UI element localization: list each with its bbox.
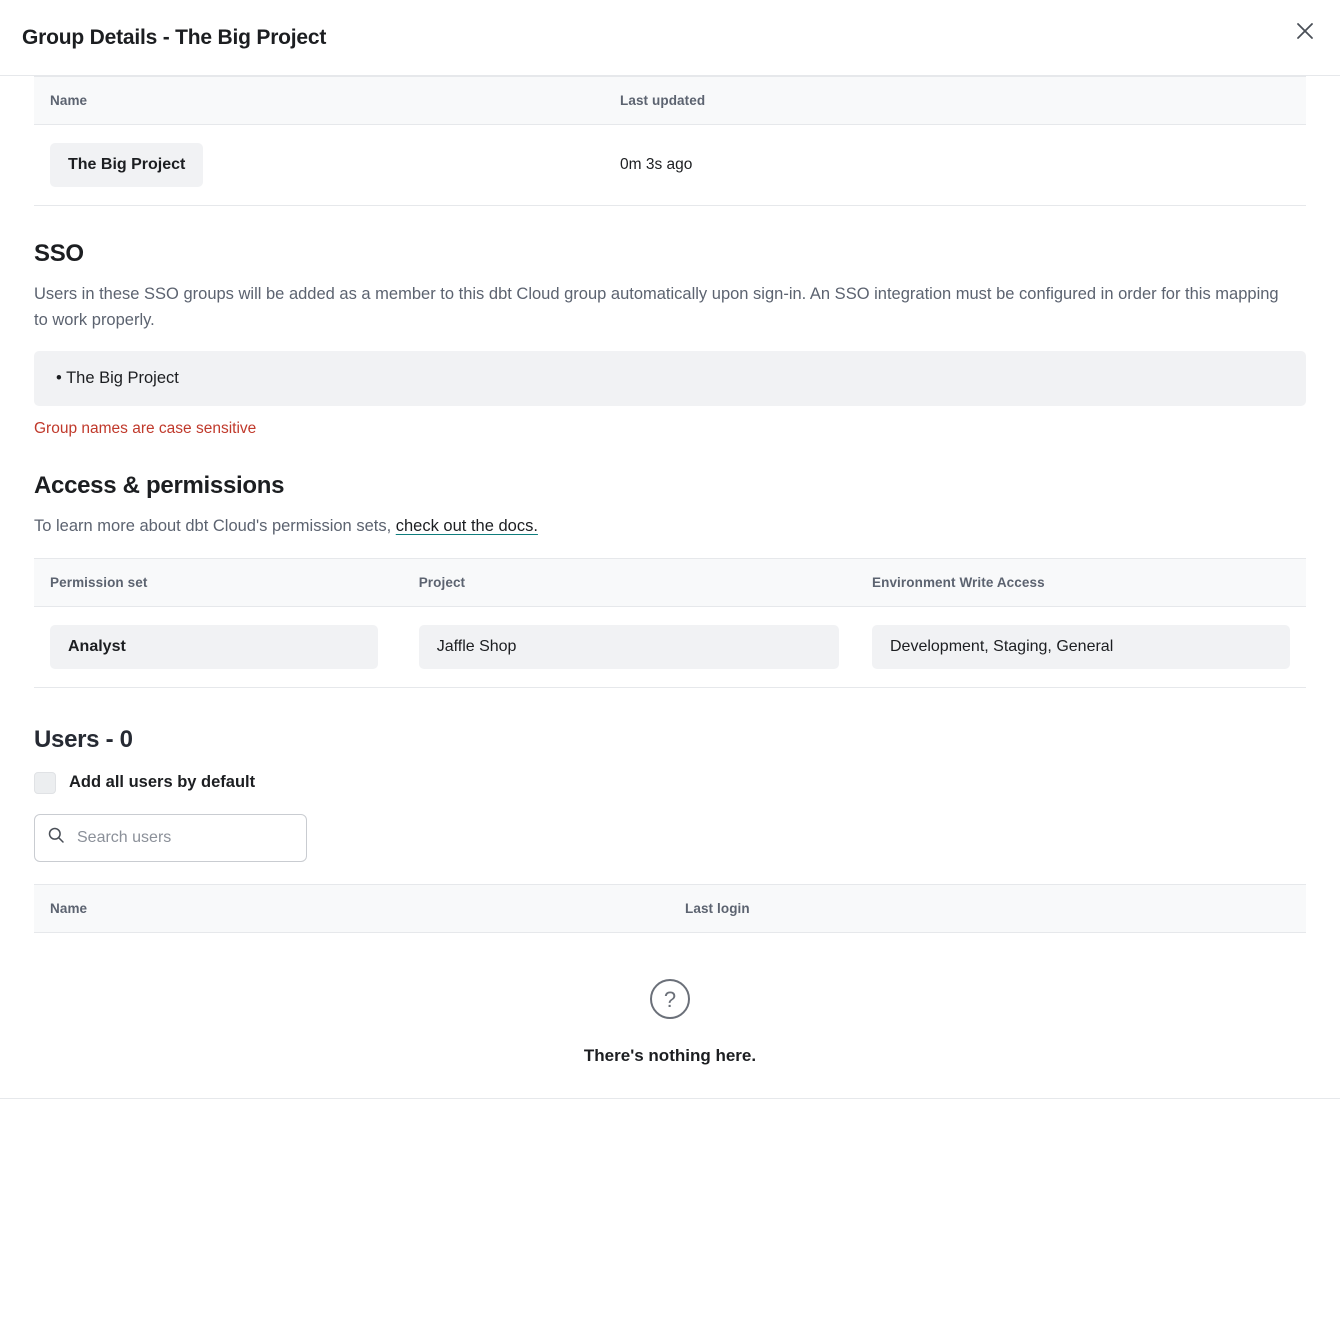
sso-groups-box <box>34 351 1306 406</box>
project-cell <box>403 606 856 687</box>
permissions-table <box>34 558 1306 688</box>
search-users-field[interactable] <box>34 814 307 862</box>
search-icon <box>47 826 65 849</box>
access-description-text: To learn more about dbt Cloud's permission sets, <box>34 517 396 536</box>
permission-set-cell <box>34 606 403 687</box>
svg-text:?: ? <box>663 986 677 1012</box>
modal-body <box>0 76 1340 1092</box>
column-header-user-name: Name <box>34 884 669 932</box>
users-section-title: Users - 0 <box>34 725 133 753</box>
modal-footer-divider <box>0 1098 1340 1099</box>
add-all-users-label: Add all users by default <box>69 773 256 792</box>
group-name-chip: The Big Project <box>50 143 203 187</box>
table-header-row <box>34 77 1306 125</box>
environment-write-access-cell <box>856 606 1306 687</box>
sso-section-title: SSO <box>34 240 84 267</box>
question-circle-icon <box>34 977 1306 1026</box>
add-all-users-row <box>34 772 1306 794</box>
sso-group-item: • The Big Project <box>56 369 179 388</box>
close-icon[interactable] <box>1292 18 1318 44</box>
group-summary-table <box>34 76 1306 206</box>
users-table <box>34 884 1306 933</box>
group-name-cell <box>34 125 604 206</box>
table-row <box>34 125 1306 206</box>
search-users-input[interactable] <box>75 828 294 848</box>
modal-header <box>0 0 1340 76</box>
users-empty-state <box>34 933 1306 1092</box>
docs-link[interactable]: check out the docs. <box>395 517 538 536</box>
access-section-title: Access & permissions <box>34 472 285 500</box>
table-header-row <box>34 558 1306 606</box>
sso-case-sensitive-warning: Group names are case sensitive <box>34 420 257 438</box>
column-header-last-updated: Last updated <box>604 77 1306 125</box>
group-last-updated-cell: 0m 3s ago <box>604 125 1306 206</box>
permission-set-chip: Analyst <box>50 625 378 669</box>
column-header-last-login: Last login <box>669 884 1306 932</box>
table-row <box>34 606 1306 687</box>
column-header-name: Name <box>34 77 604 125</box>
sso-description: Users in these SSO groups will be added as a member to this dbt Cloud group automatically upon sign-in. An SSO integration must be configured in order for this mapping to work properly. <box>34 285 1279 329</box>
access-description <box>34 514 1296 540</box>
column-header-project: Project <box>403 558 856 606</box>
page-title: Group Details - The Big Project <box>22 25 327 49</box>
environment-write-access-chip: Development, Staging, General <box>872 625 1290 669</box>
empty-state-text: There's nothing here. <box>583 1045 757 1065</box>
project-chip: Jaffle Shop <box>419 625 839 669</box>
add-all-users-checkbox[interactable] <box>34 772 56 794</box>
column-header-permission-set: Permission set <box>34 558 403 606</box>
column-header-environment-write-access: Environment Write Access <box>856 558 1306 606</box>
table-header-row <box>34 884 1306 932</box>
